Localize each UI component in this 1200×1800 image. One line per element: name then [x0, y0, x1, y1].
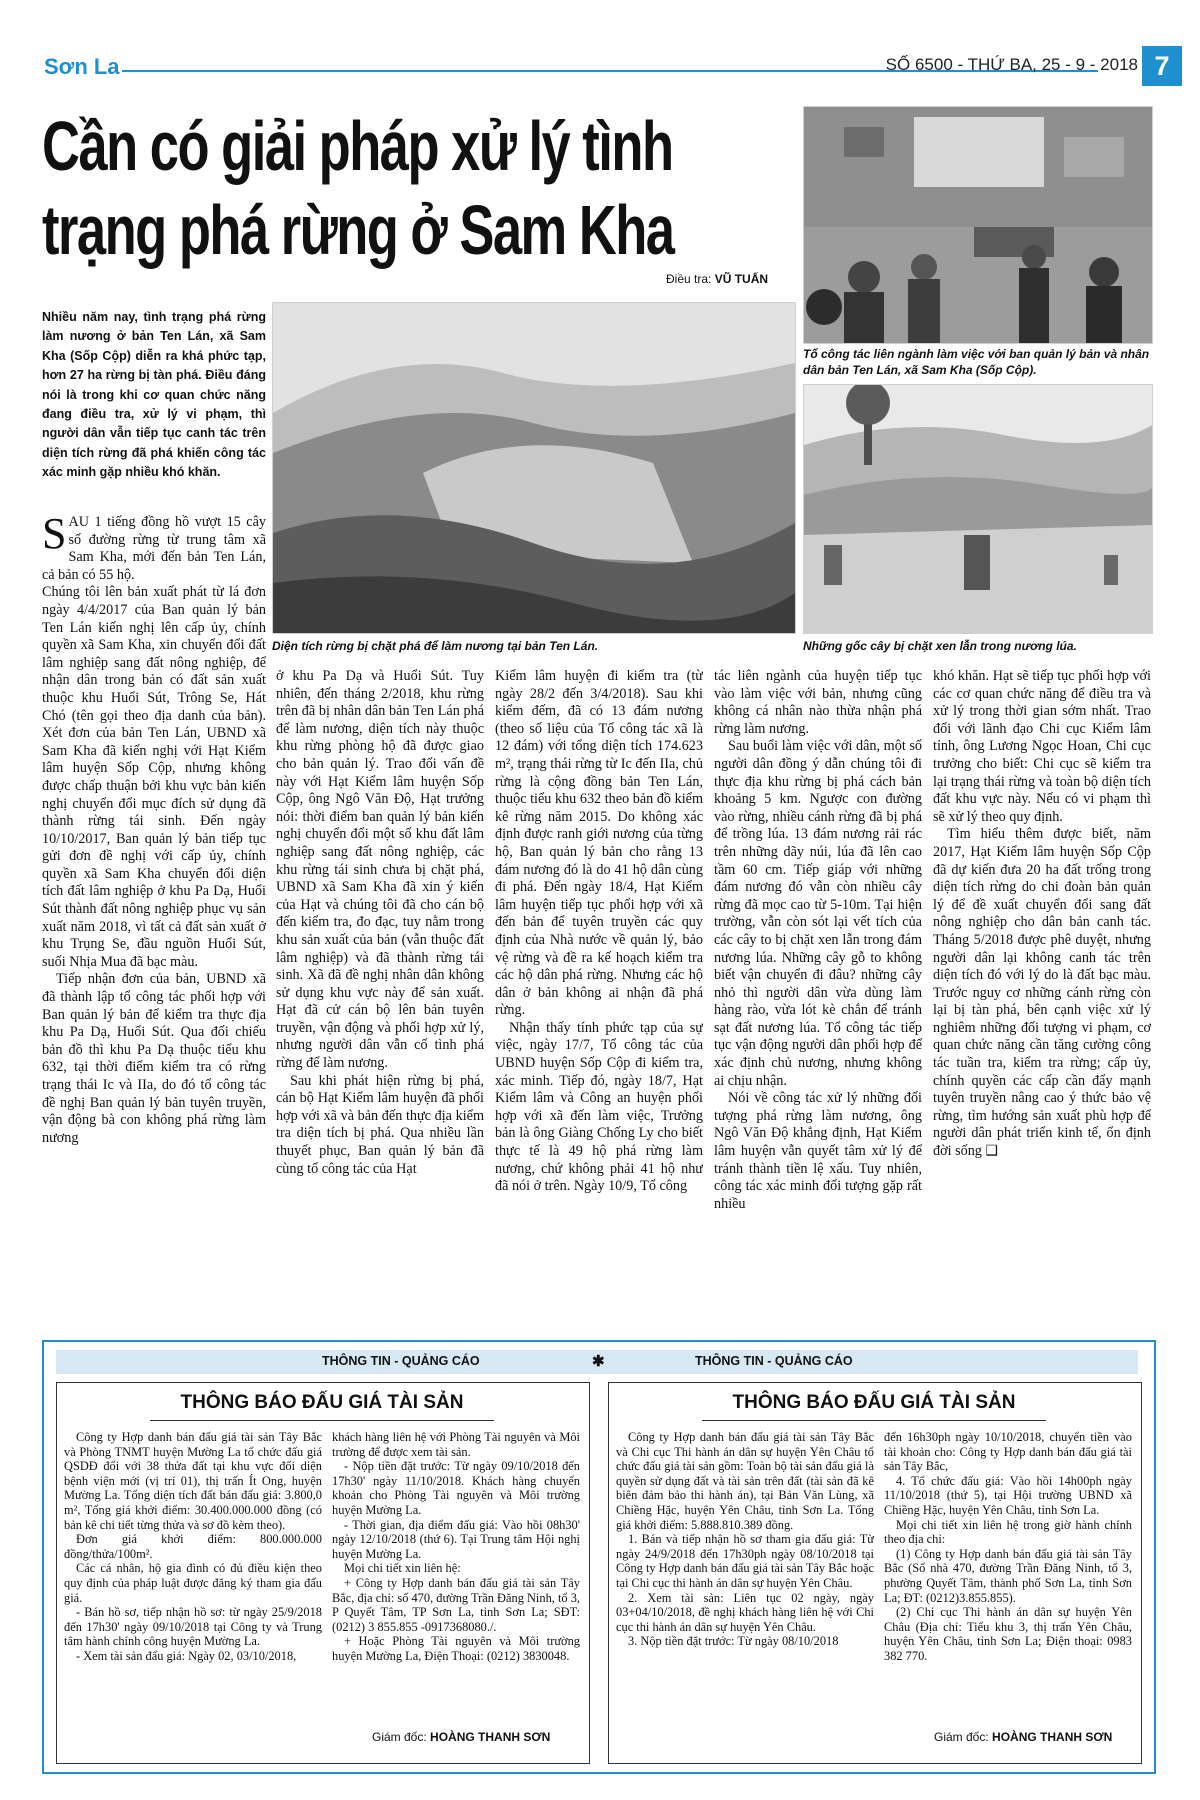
paragraph: + Hoặc Phòng Tài nguyên và Môi trường huyện Mường La, Điện Thoại: (0212) 3830048. [332, 1634, 580, 1663]
meeting-photo-art [804, 107, 1152, 343]
paragraph: (2) Chi cục Thi hành án dân sự huyện Yên Châu (Địa chỉ: Tiểu khu 3, thị trấn Yên Châu, huyện Yên Châu, tỉnh Sơn La; Điện thoại: 0983 382 770. [884, 1605, 1132, 1663]
paragraph: Mọi chi tiết xin liên hệ trong giờ hành chính theo địa chỉ: [884, 1517, 1132, 1547]
notice-1-column-1 [64, 1430, 322, 1742]
paragraph: - Thời gian, địa điểm đấu giá: Vào hồi 08h30' ngày 12/10/2018 (thứ 6). Tại Trung tâm Hội nghị huyện Mường La. [332, 1517, 580, 1561]
paragraph: (1) Công ty Hợp danh bán đấu giá tài sản Tây Bắc (Số nhà 470, đường Trần Đăng Ninh, tổ 3, phường Quyết Tâm, thành phố Sơn La, tỉnh Sơn La; ĐT: (0212)3.855.855). [884, 1546, 1132, 1605]
paragraph: Nhận thấy tính phức tạp của sự việc, ngày 17/7, Tổ công tác của UBND huyện Sốp Cộp đi kiểm tra, xác minh. Tiếp đó, ngày 18/7, Hạt Kiểm lâm và Công an huyện phối hợp với xã đến làm việc, Trưởng bản là ông Giàng Chống Ly cho biết thực tế là 49 hộ phá rừng làm nương, chứ không phải 41 hộ như đã nói ở trên. Ngày 10/9, Tổ công [495, 1019, 703, 1195]
article-column-5 [933, 668, 1151, 1318]
notice-1-signature [372, 1730, 550, 1744]
paragraph: Chúng tôi lên bản xuất phát từ lá đơn ngày 4/4/2017 của Ban quản lý bản Ten Lán kiến nghị lên cấp ủy, chính quyền xã Sam Kha, xin chuyển đổi đất lâm nghiệp sang đất nông nghiệp, để nhận dân trong bản có đất sản xuất thuộc khu Huổi Sút, Trông Se, Hát Chó (tên gọi theo địa danh của bản). Xét đơn của bản Ten Lán, UBND xã Sam Kha đã kiến nghị với Hạt Kiểm lâm huyện Sốp Cộp, nhưng không được chấp thuận bởi khu vực bản kiến nghị chuyển đổi mục đích sử dụng đã thành rừng tái sinh. Đến ngày 10/10/2017, Ban quản lý bản tiếp tục gửi đơn đề nghị với cấp ủy, chính quyền xã Sam Kha chuyển đổi diện tích đất lâm nghiệp ở khu Pa Dạ, Huổi Sút thành đất nông nghiệp phục vụ sản xuất năm 2018, vì tất cả đất sản xuất ở khu Trụng Se, đầu nguồn Huổi Sút, suối Nhịa Mua đã bạc màu. [42, 584, 266, 970]
paragraph: 3. Nộp tiền đặt trước: Từ ngày 08/10/2018 [628, 1634, 839, 1649]
stumps-photo [803, 384, 1153, 634]
meeting-photo [803, 106, 1153, 344]
article-title: Cần có giải pháp xử lý tình trạng phá rừng ở Sam Kha [42, 107, 674, 269]
paragraph: 4. Tổ chức đấu giá: Vào hồi 14h00ph ngày 11/10/2018 (thứ 5), tại Hội trường UBND xã Chiềng Hặc, huyện Yên Châu, tỉnh Sơn La. [884, 1473, 1132, 1517]
signature-label: Giám đốc: [934, 1730, 989, 1744]
article-column-4 [714, 668, 922, 1318]
notice-2-signature [934, 1730, 1112, 1744]
article-lead: Nhiều năm nay, tình trạng phá rừng làm nương ở bản Ten Lán, xã Sam Kha (Sốp Cộp) diễn ra khá phức tạp, hơn 27 ha rừng bị tàn phá. Điều đáng nói là trong khi cơ quan chức năng đang điều tra, xử lý vi phạm, thì người dân vẫn tiếp tục canh tác trên diện tích rừng đã phá khiến công tác xác minh gặp nhiều khó khăn. [42, 310, 266, 480]
paragraph: Sau buổi làm việc với dân, một số người dân đồng ý dẫn chúng tôi đi thực địa khu rừng bị phá cách bản khoảng 5 km. Ngược con đường vào rừng, nhiều cánh rừng đã bị phá để trồng lúa. 13 đám nương rải rác trên những dãy núi, lúa đã lên cao tầm 60 cm. Tiếp giáp với những đám nương đó vẫn còn nhiều cây rừng đã mọc cao từ 5-10m. Tại hiện trường, vẫn còn sót lại vết tích của các cây to bị chặt xen lẫn trong đám nương lúa. Những cây gỗ to không biết vận chuyển đi đâu? những cây nhỏ thì người dân vừa dùng làm hàng rào, vừa lót kè chắn để tránh sạt đất nương lúa. Tổ công tác tiếp tục vận động người dân phối hợp để xác định chủ nương, nhưng không ai chịu nhận. [714, 738, 922, 1089]
paragraph: - Xem tài sản đấu giá: Ngày 02, 03/10/2018, [76, 1648, 297, 1663]
paragraph: Tìm hiểu thêm được biết, năm 2017, Hạt Kiểm lâm huyện Sốp Cộp đã dự kiến đưa 20 ha đất trống trong diện tích rừng do chi đoàn bản quản lý để đề xuất chuyển đổi sang đất nông nghiệp cho dân bản canh tác. Tháng 5/2018 được phê duyệt, nhưng người dân lại không canh tác trên diện tích đó với lý do là đất bạc màu. Trước nguy cơ những cánh rừng còn lại bị tàn phá, bên cạnh việc xử lý nghiêm những đối tượng vi phạm, cơ quan chức năng cần tăng cường công tác tuần tra, kiểm tra rừng; cấp ủy, chính quyền các cấp cần đẩy mạnh tuyên truyền nâng cao ý thức bảo vệ rừng, tìm hướng sản xuất phù hợp để người dân phát triển kinh tế, ổn định đời sống ❑ [933, 826, 1151, 1160]
ads-label-right: THÔNG TIN - QUẢNG CÁO [695, 1354, 853, 1368]
paragraph: Sau khi phát hiện rừng bị phá, cán bộ Hạt Kiểm lâm huyện đã phối hợp với xã và bản đến thực địa kiểm tra diện tích bị phá. Qua nhiều lần thuyết phục, Ban quản lý bản đã cùng tổ công tác của Hạt [276, 1072, 484, 1177]
article-column-2 [276, 668, 484, 1318]
paragraph: 2. Xem tài sản: Liên tục 02 ngày, ngày 03+04/10/2018, đề nghị khách hàng liên hệ với Chi cục thi hành án dân sự huyện Yên Châu. [616, 1590, 874, 1634]
ads-separator: ✱ [592, 1353, 605, 1370]
stumps-photo-art [804, 385, 1152, 633]
signature-name: HOÀNG THANH SƠN [992, 1730, 1113, 1744]
paragraph: Công ty Hợp danh bán đấu giá tài sản Tây Bắc và Phòng TNMT huyện Mường La tổ chức đấu giá QSDĐ đối với 38 thửa đất tại khu vực đối diện bệnh viện mới (vị trí 01), thị trấn Ít Ong, huyện Mường La. Tổng diện tích đất bán đấu giá: 3.800,0 m², Tổng giá khởi điểm: 30.400.000.000 đồng (có bản kê chi tiết từng thửa và sơ đồ kèm theo). [64, 1430, 322, 1532]
section-name: Sơn La [44, 54, 120, 79]
paragraph: tác liên ngành của huyện tiếp tục vào làm việc với bản, nhưng cũng không cá nhân nào thừa nhận phá rừng làm nương. [714, 668, 922, 737]
paragraph: Mọi chi tiết xin liên hệ: [344, 1561, 461, 1576]
paragraph: ở khu Pa Dạ và Huổi Sút. Tuy nhiên, đến tháng 2/2018, khu rừng trên đã bị nhân dân bản Ten Lán phá để làm nương, diện tích này thuộc khu rừng phòng hộ đã được giao cho bản quản lý. Trao đổi vấn đề này với Hạt Kiểm lâm huyện Sốp Cộp, ông Ngô Văn Độ, Hạt trưởng nói: thời điểm ban quản lý bản kiến nghị chuyển đổi một số khu đất lâm nghiệp sang đất nông nghiệp, các khu rừng tái sinh chưa bị chặt phá, UBND xã Sam Kha đã xin ý kiến của Hạt và chúng tôi đã cho cán bộ đến kiểm tra, đo đạc, tuy nằm trong khu sản xuất của bản (vẫn thuộc đất lâm nghiệp) và đã thành rừng tái sinh. Xã đã đề nghị nhân dân không sử dụng khu vực này để sản xuất. Hạt đã cử cán bộ lên bản tuyên truyền, vận động và phối hợp xử lý, nhưng người dân vẫn cố tình phá rừng để làm nương. [276, 668, 484, 1072]
ads-label-left: THÔNG TIN - QUẢNG CÁO [322, 1354, 480, 1368]
paragraph: Công ty Hợp danh bán đấu giá tài sản Tây Bắc và Chi cục Thi hành án dân sự huyện Yên Châu tổ chức đấu giá tài sản gồm: Toàn bộ tài sản đấu giá là quyền sử dụng đất và tài sản trên đất (tài sản đã kê biên đảm bảo thi hành án), tại Bản Văn Lùng, xã Chiềng Hặc, huyện Yên Châu, tỉnh Sơn La. Tổng giá khởi điểm: 5.888.810.389 đồng. [616, 1430, 874, 1532]
paragraph: Kiểm lâm huyện đi kiểm tra (từ ngày 28/2 đến 3/4/2018). Sau khi kiểm đếm, đã có 13 đám nương (theo số liệu của Tổ công tác xã là 12 đám) với tổng diện tích 174.623 m², trạng thái rừng từ Ic đến IIa, chủ rừng là cộng đồng bản Ten Lán, thuộc tiểu khu 632 theo bản đồ kiểm kê rừng năm 2015. Do không xác định được ranh giới nương của từng hộ, Ban quản lý bản cho rằng 13 đám nương đó là do 41 hộ dân cùng đi phá. Đến ngày 18/4, Hạt Kiểm lâm huyện tiếp tục phối hợp với xã đến bản để tuyên truyền các quy định của Nhà nước về quản lý, bảo vệ rừng và đề ra kế hoạch kiểm tra các hộ dân phá rừng. Nhưng các hộ dân ở bản không ai nhận đã phá rừng. [495, 668, 703, 1019]
paragraph: khách hàng liên hệ với Phòng Tài nguyên và Môi trường để được xem tài sản. [332, 1430, 580, 1459]
paragraph: Nói về công tác xử lý những đối tượng phá rừng làm nương, ông Ngô Văn Độ khẳng định, Hạt Kiểm lâm huyện vẫn quyết tâm xử lý để tránh thành tiền lệ xấu. Tuy nhiên, công tác xác minh đối tượng gặp rất nhiều [714, 1090, 922, 1212]
byline [666, 272, 768, 286]
notice-1-title: THÔNG BÁO ĐẤU GIÁ TÀI SẢN [180, 1392, 464, 1413]
notice-2-rule [702, 1420, 1046, 1421]
notice-2-title: THÔNG BÁO ĐẤU GIÁ TÀI SẢN [732, 1392, 1016, 1413]
paragraph: Các cá nhân, hộ gia đình có đủ điều kiện theo quy định của pháp luật được đăng ký tham gia đấu giá. [64, 1561, 322, 1605]
byline-label: Điều tra: [666, 272, 712, 286]
column-1-opening-text: AU 1 tiếng đồng hồ vượt 15 cây số đường rừng từ trung tâm xã Sam Kha, mới đến bản Ten Lán, cả bản có 55 hộ. [42, 514, 266, 583]
paragraph: khó khăn. Hạt sẽ tiếp tục phối hợp với các cơ quan chức năng để điều tra và xử lý trong thời gian sớm nhất. Trao đổi với lãnh đạo Chi cục Kiểm lâm tỉnh, ông Lương Ngọc Hoan, Chi cục trưởng cho biết: Chi cục sẽ kiểm tra lại trạng thái rừng và toàn bộ diện tích đất khu vực này. Nếu có vi phạm thì sẽ xử lý theo quy định. [933, 668, 1151, 825]
paragraph: Tiếp nhận đơn của bản, UBND xã đã thành lập tổ công tác phối hợp với Ban quản lý bản để kiểm tra thực địa khu Pa Dạ, Huổi Sút. Qua đối chiếu bản đồ thì khu Pa Dạ thuộc tiểu khu 632, tại thời điểm kiểm tra có rừng trạng thái Ic và IIa, do đó tổ công tác đề nghị Ban quản lý bản tuyên truyền, vận động bà con không phá rừng làm nương [42, 971, 266, 1146]
notice-1-rule [150, 1420, 494, 1421]
paragraph: Đơn giá khởi điểm: 800.000.000 đồng/thửa/100m². [64, 1532, 322, 1561]
notice-2-column-1 [616, 1430, 874, 1750]
headline-wrap [42, 104, 762, 282]
signature-name: HOÀNG THANH SƠN [430, 1730, 551, 1744]
signature-label: Giám đốc: [372, 1730, 427, 1744]
paragraph: - Nộp tiền đặt trước: Từ ngày 09/10/2018 đến 17h30' ngày 11/10/2018. Khách hàng chuyển khoản cho Phòng Tài nguyên và Môi trường huyện Mường La. [332, 1459, 580, 1517]
page-number: 7 [1142, 46, 1182, 86]
caption-meeting: Tổ công tác liên ngành làm việc với ban quản lý bản và nhân dân bản Ten Lán, xã Sam Kha (Sốp Cộp). [803, 347, 1150, 377]
issue-info: SỐ 6500 - THỨ BA, 25 - 9 - 2018 [885, 55, 1138, 74]
caption-stumps: Những gốc cây bị chặt xen lẫn trong nương lúa. [803, 639, 1077, 653]
article-column-3 [495, 668, 703, 1318]
notice-2-column-2 [884, 1430, 1132, 1726]
caption-hills: Diện tích rừng bị chặt phá để làm nương tại bản Ten Lán. [272, 639, 599, 653]
paragraph: + Công ty Hợp danh bán đấu giá tài sản Tây Bắc, địa chỉ: số 470, đường Trần Đăng Ninh, tổ 3, P Quyết Tâm, TP Sơn La, tỉnh Sơn La; SĐT: (0212) 3 855.855 -0917368080./. [332, 1575, 580, 1634]
drop-cap: S [42, 514, 67, 558]
notice-1-column-2 [332, 1430, 580, 1726]
paragraph: 1. Bán và tiếp nhận hồ sơ tham gia đấu giá: Từ ngày 24/9/2018 đến 17h30ph ngày 08/10/2018 tại Công ty Hợp danh bán đấu giá tài sản Tây Bắc hoặc tại Chi cục thi hành án dân sự huyện Yên Châu. [616, 1532, 874, 1590]
byline-author: VŨ TUẤN [714, 272, 769, 286]
hills-photo [272, 302, 796, 634]
paragraph: đến 16h30ph ngày 10/10/2018, chuyển tiền vào tài khoản cho: Công ty Hợp danh bán đấu giá tài sản Tây Bắc, [884, 1430, 1132, 1474]
article-column-1 [42, 514, 266, 1319]
paragraph: - Bán hồ sơ, tiếp nhận hồ sơ: từ ngày 25/9/2018 đến 17h30' ngày 09/10/2018 tại Công ty và Trung tâm hành chính công huyện Mường La. [64, 1605, 322, 1649]
column-1-opening [42, 514, 266, 584]
hills-photo-art [273, 303, 795, 633]
